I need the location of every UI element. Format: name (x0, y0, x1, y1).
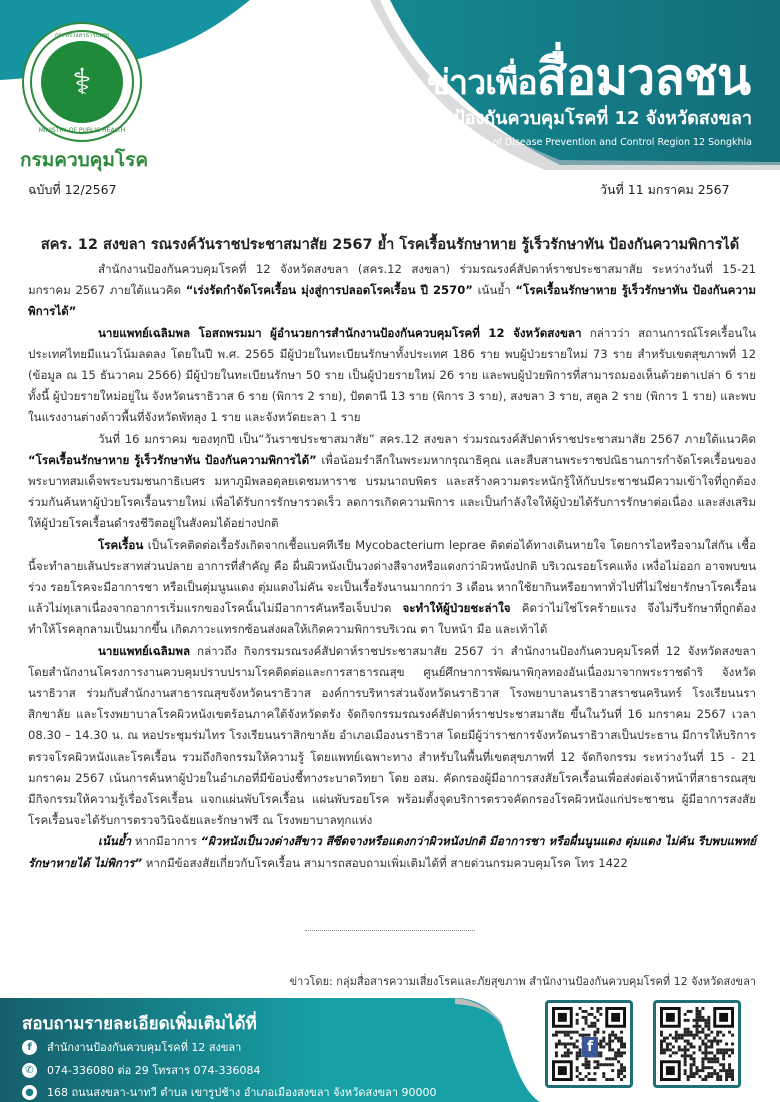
footer-address (22, 1083, 437, 1101)
speaker-name: นายแพทย์เฉลิมพล (98, 643, 191, 658)
text: คิดว่าไม่ใช่โรคร้ายแรง จึงไม่รีบรักษาที่ถูกต้อง ทำให้โรคลุกลามเป็นมากขึ้น เกิดภาวะแทรกซ้อนส่งผลให้เกิดความพิการบริเวณ ตา ใบหน้า มือ และเท้าได้ (28, 601, 756, 637)
paragraph-day (28, 429, 756, 535)
emphasis: เน้นย้ำ (98, 834, 132, 849)
text: เป็นโรคติดต่อเรื้อรังเกิดจากเชื้อแบคทีเรีย Mycobacterium leprae ติดต่อได้ทางเดินหายใจ โดยการไอหรือจามใส่กัน เชื้อนี้จะทำลายเส้นประสาทส่วนปลาย อาการที่สำคัญ คือ ผื่นผิวหนังเป็นวงด่างสีจางหรือแดงกว่าผิวหนังปกติ บริเวณรอยโรคแห้ง เหงื่อไม่ออก อาจพบขนร่วง รอยโรคจะมีอาการชา หรือเป็นตุ่มนูนแดง ตุ่มแดงไม่คัน จะเป็นเรื้อรังนานมากกว่า 3 เดือน หากใช้ยากินหรือยาทาทั่วไปที่ไม่ใช่ยารักษาโรคเรื้อนแล้วไม่ทุเลาเนื่องจากอาการเริ่มแรกของโรคนั้นไม่มีอาการคันหรือเจ็บปวด (28, 537, 756, 616)
department-name: กรมควบคุมโรค (20, 149, 149, 171)
text: วันที่ 16 มกราคม ของทุกปี เป็น“วันราชประชาสมาสัย” สคร.12 สงขลา ร่วมรณรงค์สัปดาห์ราชประชาสมาสัย 2567 ภายใต้แนวคิด (98, 431, 756, 446)
issue-number: ฉบับที่ 12/2567 (28, 182, 117, 197)
speaker-name: นายแพทย์เฉลิมพล โอสถพรมมา ผู้อำนวยการสำนักงานป้องกันควบคุมโรคที่ 12 จังหวัดสงขลา (98, 325, 582, 340)
caduceus-icon: ⚕ (32, 32, 132, 132)
release-date: วันที่ 11 มกราคม 2567 (600, 182, 730, 197)
headline: สคร. 12 สงขลา รณรงค์วันราชประชาสมาสัย 2567 ย้ำ โรคเรื้อนรักษาหาย รู้เร็วรักษาทัน ป้องกันความพิการได้ (40, 237, 740, 253)
article-body (28, 259, 756, 874)
text: หากมีอาการ (131, 834, 201, 849)
qr-pattern (660, 1007, 734, 1081)
text: หากมีข้อสงสัยเกี่ยวกับโรคเรื้อน สามารถสอบถามเพิ่มเติมได้ที่ สายด่วนกรมควบคุมโรค โทร 1422 (142, 855, 628, 870)
line-qr-code[interactable] (653, 1000, 741, 1088)
emphasis: จะทำให้ผู้ป่วยชะล่าใจ (402, 601, 511, 616)
paragraph-emphasis (28, 831, 756, 873)
banner-title-small: ข่าวเพื่อ (426, 63, 537, 103)
banner-title-big: สื่อมวลชน (536, 48, 750, 106)
text: เน้นย้ำ (472, 283, 516, 298)
ministry-logo (22, 22, 142, 142)
facebook-icon: f (22, 1040, 37, 1055)
facebook-icon: f (582, 1037, 598, 1057)
campaign-theme: “เร่งรัดกำจัดโรคเรื้อน มุ่งสู่การปลอดโรคเรื้อน ปี 2570” (185, 283, 473, 298)
phone-icon: ✆ (22, 1063, 37, 1078)
banner-subtitle: สำนักงานป้องกันควบคุมโรคที่ 12 จังหวัดสงขลา (377, 108, 752, 129)
campaign-slogan: “โรคเรื้อนรักษาหาย รู้เร็วรักษาทัน ป้องกันความพิการได้” (28, 283, 756, 319)
address: 168 ถนนสงขลา-นาทวี ตำบล เขารูปช้าง อำเภอเมืองสงขลา จังหวัดสงขลา 90000 (47, 1086, 437, 1099)
logo-ring-text-bottom: MINISTRY OF PUBLIC HEALTH (38, 127, 126, 134)
text: กล่าวถึง กิจกรรมรณรงค์สัปดาห์ราชประชาสมาสัย 2567 ว่า สำนักงานป้องกันควบคุมโรคที่ 12 จังหวัดสงขลา โดยสำนักงานโครงการงานควบคุมปราบปรามโรคติดต่อและการสาธารณสุข ศูนย์ศึกษาการพัฒนาพิกุลทองอันเนื่องมาจากพระราชดำริ จังหวัดนราธิวาส ร่วมกับสำนักงานสาธารณสุขจังหวัดนราธิวาส องค์การบริหารส่วนจังหวัดนราธิวาส โรงพยาบาลนราธิวาสราชนครินทร์ โรงเรียนนราสิกขาลัย และโรงพยาบาลโรคผิวหนังเขตร้อนภาคใต้จังหวัดตรัง จัดกิจกรรมรณรงค์สัปดาห์ราชประชาสมาสัย ขึ้นในวันที่ 16 มกราคม 2567 เวลา 08.30 – 14.30 น. ณ หอประชุมร่มไทร โรงเรียนนราสิกขาลัย อำเภอเมืองนราธิวาส โดยมีผู้ว่าราชการจังหวัดนราธิวาสเป็นประธาน มีการให้บริการตรวจโรคผิวหนังและโรคเรื้อน รวมถึงกิจกรรมให้ความรู้ โดยแพทย์เฉพาะทาง สำหรับในพื้นที่เขตสุขภาพที่ 12 จัดกิจกรรม ระหว่างวันที่ 15 - 21 มกราคม 2567 เน้นการค้นหาผู้ป่วยในอำเภอที่มีข้อบ่งชี้ทางระบาดวิทยา โดย อสม. คัดกรองผู้มีอาการสงสัยโรคเรื้อนเพื่อส่งต่อเจ้าหน้าที่สาธารณสุข มีกิจกรรมให้ความรู้เรื่องโรคเรื้อน แจกแผ่นพับโรคเรื้อน แผ่นพับรอยโรค พร้อมตั้งจุดบริการตรวจคัดกรองโรคผิวหนังแก่ประชาชน ผู้มีอาการสงสัยโรคเรื้อนจะได้รับการตรวจวินิจฉัยและรักษาฟรี ณ โรงพยาบาลทุกแห่ง (28, 643, 756, 828)
footer-title: สอบถามรายละเอียดเพิ่มเติมได้ที่ (22, 1014, 257, 1034)
text: กล่าวว่า สถานการณ์โรคเรื้อนในประเทศไทยมีแนวโน้มลดลง โดยในปี พ.ศ. 2565 มีผู้ป่วยในทะเบียนรักษาทั้งประเทศ 186 ราย พบผู้ป่วยรายใหม่ 73 ราย สำหรับเขตสุขภาพที่ 12 (ข้อมูล ณ 15 ธันวาคม 2566) มีผู้ป่วยในทะเบียนรักษา 50 ราย เป็นผู้ป่วยรายใหม่ 26 ราย และพบผู้ป่วยพิการที่สามารถมองเห็นด้วยตาเปล่า 6 ราย ทั้งนี้ ผู้ป่วยรายใหม่อยู่ใน จังหวัดนราธิวาส 6 ราย (พิการ 2 ราย), ปัตตานี 13 ราย (พิการ 3 ราย), สงขลา 3 ราย, สตูล 2 ราย (พิการ 1 ราย) และพบในแรงงานต่างด้าวพื้นที่จังหวัดพัทลุง 1 ราย และจังหวัดยะลา 1 ราย (28, 325, 757, 425)
facebook-qr-code[interactable] (545, 1000, 633, 1088)
facebook-page-name: สำนักงานป้องกันควบคุมโรคที่ 12 สงขลา (47, 1041, 242, 1054)
divider (305, 930, 475, 931)
campaign-slogan: “โรคเรื้อนรักษาหาย รู้เร็วรักษาทัน ป้องกันความพิการได้” (28, 452, 317, 467)
paragraph-intro (28, 259, 756, 323)
phone-number: 074-336080 ต่อ 29 โทรสาร 074-336084 (47, 1064, 261, 1077)
logo-ring-text-top: กระทรวงสาธารณสุข (54, 32, 110, 39)
news-credit: ข่าวโดย: กลุ่มสื่อสารความเสี่ยงโรคและภัยสุขภาพ สำนักงานป้องกันควบคุมโรคที่ 12 จังหวัดสงขลา (289, 975, 756, 988)
text: เพื่อน้อมรำลึกในพระมหากรุณาธิคุณ และสืบสานพระราชปณิธานการกำจัดโรคเรื้อนของพระบาทสมเด็จพระบรมชนกาธิเบศร มหาภูมิพลอดุลยเดชมหาราช บรมนาถบพิตร และสร้างความตระหนักรู้ให้กับประชาชนมีความเข้าใจที่ถูกต้อง ร่วมกันค้นหาผู้ป่วยโรคเรื้อนรายใหม่ เพื่อได้รับการรักษารวดเร็ว ลดการเกิดความพิการ และเป็นกำลังใจให้ผู้ป่วยได้รับการรักษาต่อเนื่อง และส่งเสริมให้ผู้ป่วยโรคเรื้อนดำรงชีวิตอยู่ในสังคมได้อย่างปกติ (28, 452, 756, 531)
banner-subtitle-en: The Office of Disease Prevention and Control Region 12 Songkhla (441, 137, 752, 148)
footer-phone[interactable] (22, 1061, 261, 1079)
location-icon: ● (22, 1085, 37, 1100)
symptoms-quote: “ผิวหนังเป็นวงด่างสีขาว สีซีดจางหรือแดงกว่าผิวหนังปกติ มีอาการชา หรือผื่นนูนแดง ตุ่มแดง ไม่คัน รีบพบแพทย์ รักษาหายได้ ไม่พิการ” (28, 834, 756, 870)
paragraph-activities (28, 641, 756, 832)
footer-facebook[interactable] (22, 1038, 241, 1056)
paragraph-situation (28, 323, 756, 429)
paragraph-disease (28, 535, 756, 641)
text: สำนักงานป้องกันควบคุมโรคที่ 12 จังหวัดสงขลา (สคร.12 สงขลา) ร่วมรณรงค์สัปดาห์ราชประชาสมาสัย ระหว่างวันที่ 15-21 มกราคม 2567 ภายใต้แนวคิด (28, 262, 756, 298)
term: โรคเรื้อน (98, 537, 144, 552)
